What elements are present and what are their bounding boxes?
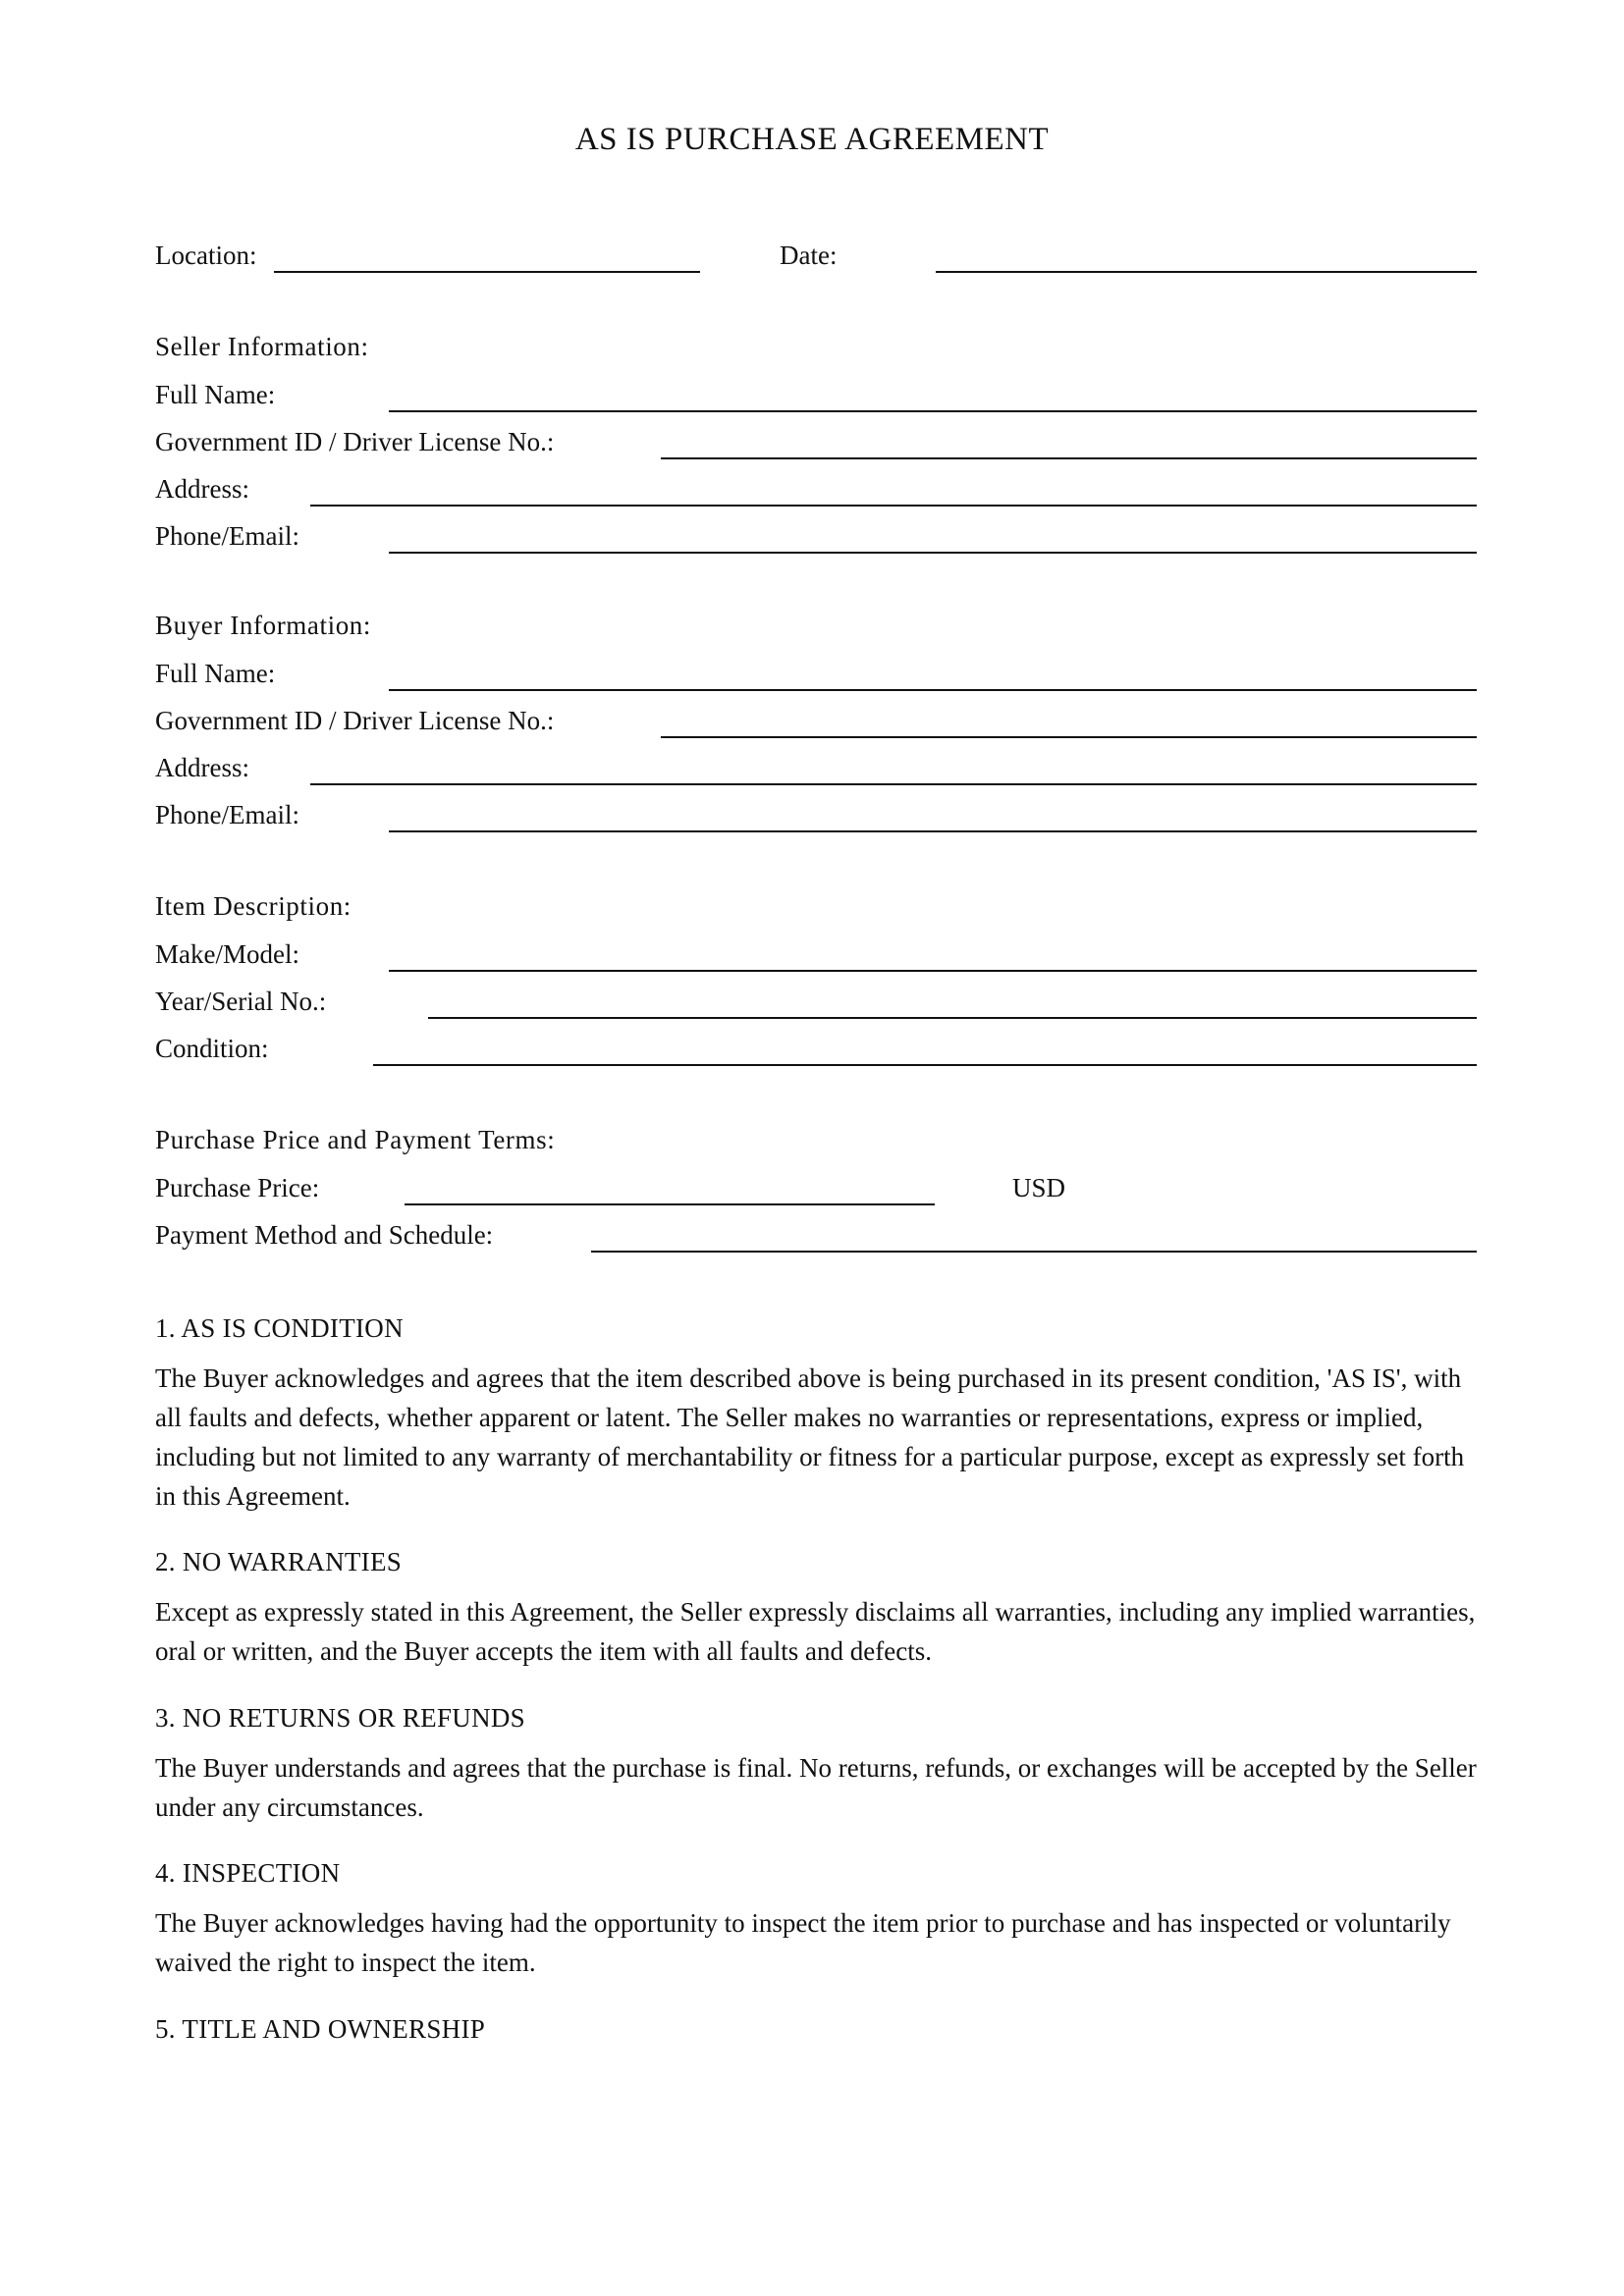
clause-3-title: 3. NO RETURNS OR REFUNDS	[155, 1703, 525, 1733]
currency-label: USD	[1012, 1173, 1066, 1202]
seller-phone-email-label: Phone/Email:	[155, 521, 299, 551]
buyer-full-name-label: Full Name:	[155, 659, 276, 688]
seller-full-name-field[interactable]	[389, 410, 1477, 412]
buyer-phone-email-field[interactable]	[389, 830, 1477, 832]
buyer-address-row	[155, 746, 1477, 785]
payment-method-field[interactable]	[591, 1251, 1477, 1253]
seller-full-name-row	[155, 373, 1477, 412]
buyer-address-field[interactable]	[310, 783, 1477, 785]
date-field[interactable]	[936, 271, 1477, 273]
location-field[interactable]	[274, 271, 700, 273]
seller-gov-id-label: Government ID / Driver License No.:	[155, 427, 555, 456]
seller-address-row	[155, 467, 1477, 507]
buyer-phone-email-label: Phone/Email:	[155, 800, 299, 829]
clause-5-title: 5. TITLE AND OWNERSHIP	[155, 2014, 486, 2044]
clause-1-body: The Buyer acknowledges and agrees that the item described above is being purchased in its present condition, 'AS IS', with all faults and defects, whether apparent or latent. The Seller makes no warranties or representations, express or implied, including but not limited to any warranty of merchantability or fitness for a particular purpose, except as expressly set forth in this Agreement.	[155, 1363, 1465, 1511]
item-condition-label: Condition:	[155, 1034, 269, 1063]
purchase-price-field[interactable]	[405, 1203, 935, 1205]
item-condition-field[interactable]	[373, 1064, 1477, 1066]
buyer-gov-id-label: Government ID / Driver License No.:	[155, 706, 555, 735]
item-make-model-label: Make/Model:	[155, 939, 299, 969]
clause-4-title: 4. INSPECTION	[155, 1858, 341, 1888]
buyer-full-name-field[interactable]	[389, 689, 1477, 691]
location-label: Location:	[155, 240, 257, 270]
clause-2-title: 2. NO WARRANTIES	[155, 1547, 403, 1576]
item-make-model-row	[155, 933, 1477, 972]
clause-1-title: 1. AS IS CONDITION	[155, 1313, 404, 1343]
clause-4-body: The Buyer acknowledges having had the opportunity to inspect the item prior to purchase and has inspected or voluntarily waived the right to inspect the item.	[155, 1908, 1451, 1977]
seller-heading: Seller Information:	[155, 332, 369, 361]
payment-heading: Purchase Price and Payment Terms:	[155, 1125, 556, 1154]
seller-phone-email-field[interactable]	[389, 552, 1477, 554]
date-label: Date:	[780, 240, 838, 270]
purchase-price-row	[155, 1166, 1477, 1205]
payment-method-label: Payment Method and Schedule:	[155, 1220, 494, 1250]
purchase-price-label: Purchase Price:	[155, 1173, 320, 1202]
item-make-model-field[interactable]	[389, 970, 1477, 972]
seller-gov-id-field[interactable]	[661, 457, 1477, 459]
buyer-phone-email-row	[155, 793, 1477, 832]
item-year-serial-field[interactable]	[428, 1017, 1477, 1019]
item-heading: Item Description:	[155, 891, 352, 921]
seller-phone-email-row	[155, 514, 1477, 554]
payment-method-row	[155, 1213, 1477, 1253]
clause-3-body: The Buyer understands and agrees that the purchase is final. No returns, refunds, or exchanges will be accepted by the Seller under any circumstances.	[155, 1753, 1477, 1822]
buyer-full-name-row	[155, 652, 1477, 691]
document-title: AS IS PURCHASE AGREEMENT	[574, 122, 1050, 157]
item-condition-row	[155, 1027, 1477, 1066]
seller-address-label: Address:	[155, 474, 249, 504]
buyer-gov-id-row	[155, 699, 1477, 738]
location-date-row	[155, 234, 1477, 273]
buyer-address-label: Address:	[155, 753, 249, 782]
clause-2-body: Except as expressly stated in this Agreement, the Seller expressly disclaims all warranties, including any implied warranties, oral or written, and the Buyer accepts the item with all faults and defects.	[155, 1597, 1476, 1666]
seller-gov-id-row	[155, 420, 1477, 459]
seller-address-field[interactable]	[310, 505, 1477, 507]
buyer-heading: Buyer Information:	[155, 611, 371, 640]
item-year-serial-label: Year/Serial No.:	[155, 987, 327, 1016]
item-year-serial-row	[155, 980, 1477, 1019]
seller-full-name-label: Full Name:	[155, 380, 276, 409]
buyer-gov-id-field[interactable]	[661, 736, 1477, 738]
